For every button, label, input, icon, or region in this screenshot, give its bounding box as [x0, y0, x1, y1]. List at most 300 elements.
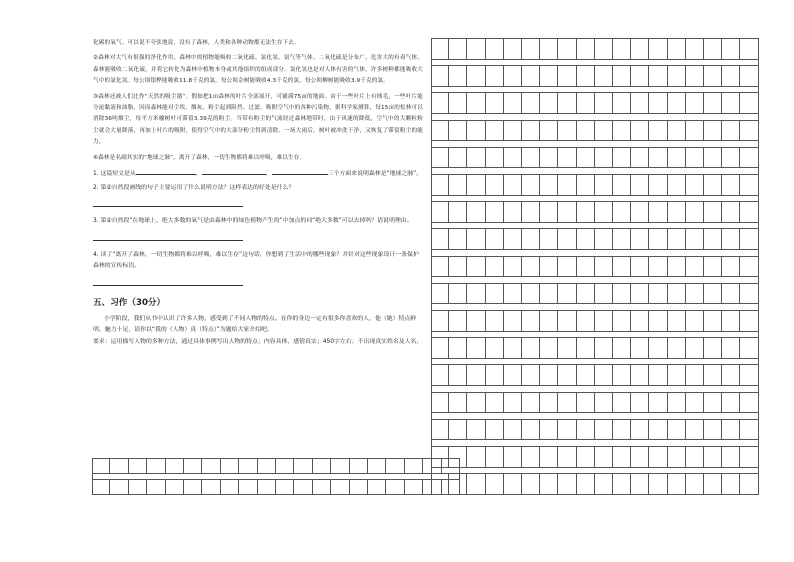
grid-cell[interactable] — [649, 92, 667, 114]
grid-cell[interactable] — [504, 174, 522, 196]
grid-cell[interactable] — [704, 228, 722, 250]
grid-cell[interactable] — [522, 310, 540, 332]
grid-cell[interactable] — [486, 392, 504, 414]
grid-cell[interactable] — [540, 473, 558, 495]
grid-cell[interactable] — [522, 65, 540, 87]
grid-cell[interactable] — [467, 283, 485, 305]
grid-cell[interactable] — [613, 147, 631, 169]
grid-cell[interactable] — [686, 337, 704, 359]
grid-cell[interactable] — [631, 65, 649, 87]
grid-cell[interactable] — [595, 419, 613, 441]
grid-cell[interactable] — [449, 392, 467, 414]
grid-cell[interactable] — [486, 38, 504, 60]
grid-cell[interactable] — [431, 392, 449, 414]
grid-cell[interactable] — [686, 92, 704, 114]
grid-cell[interactable] — [668, 201, 686, 223]
grid-cell[interactable] — [613, 228, 631, 250]
grid-cell[interactable] — [649, 38, 667, 60]
grid-cell[interactable] — [668, 228, 686, 250]
grid-cell[interactable] — [577, 392, 595, 414]
grid-cell[interactable] — [522, 256, 540, 278]
grid-cell[interactable] — [649, 120, 667, 142]
grid-cell[interactable] — [522, 392, 540, 414]
grid-cell[interactable] — [613, 201, 631, 223]
grid-cell[interactable] — [686, 419, 704, 441]
grid-cell[interactable] — [467, 228, 485, 250]
grid-cell[interactable] — [350, 479, 368, 495]
grid-cell[interactable] — [486, 65, 504, 87]
grid-cell[interactable] — [740, 337, 758, 359]
grid-cell[interactable] — [504, 473, 522, 495]
grid-cell[interactable] — [722, 228, 740, 250]
grid-cell[interactable] — [486, 201, 504, 223]
grid-cell[interactable] — [467, 392, 485, 414]
grid-cell[interactable] — [649, 174, 667, 196]
grid-cell[interactable] — [558, 256, 576, 278]
grid-cell[interactable] — [486, 283, 504, 305]
grid-cell[interactable] — [386, 479, 404, 495]
grid-cell[interactable] — [686, 310, 704, 332]
grid-cell[interactable] — [649, 310, 667, 332]
grid-cell[interactable] — [540, 38, 558, 60]
grid-cell[interactable] — [631, 201, 649, 223]
grid-cell[interactable] — [740, 147, 758, 169]
grid-cell[interactable] — [613, 446, 631, 468]
grid-cell[interactable] — [577, 419, 595, 441]
grid-cell[interactable] — [504, 419, 522, 441]
grid-cell[interactable] — [558, 392, 576, 414]
grid-cell[interactable] — [431, 337, 449, 359]
grid-cell[interactable] — [449, 147, 467, 169]
grid-cell[interactable] — [722, 364, 740, 386]
grid-cell[interactable] — [504, 337, 522, 359]
grid-cell[interactable] — [613, 283, 631, 305]
grid-cell[interactable] — [722, 473, 740, 495]
grid-cell[interactable] — [504, 310, 522, 332]
grid-cell[interactable] — [258, 479, 276, 495]
grid-cell[interactable] — [522, 419, 540, 441]
grid-cell[interactable] — [631, 364, 649, 386]
grid-cell[interactable] — [522, 38, 540, 60]
grid-cell[interactable] — [129, 479, 147, 495]
grid-cell[interactable] — [668, 283, 686, 305]
grid-cell[interactable] — [577, 446, 595, 468]
grid-cell[interactable] — [431, 38, 449, 60]
answer-line-3[interactable] — [93, 240, 243, 241]
grid-cell[interactable] — [740, 174, 758, 196]
grid-cell[interactable] — [704, 65, 722, 87]
grid-cell[interactable] — [595, 147, 613, 169]
grid-cell[interactable] — [631, 392, 649, 414]
grid-cell[interactable] — [740, 446, 758, 468]
grid-cell[interactable] — [722, 65, 740, 87]
grid-cell[interactable] — [129, 458, 147, 474]
grid-cell[interactable] — [595, 65, 613, 87]
grid-cell[interactable] — [467, 201, 485, 223]
grid-cell[interactable] — [504, 256, 522, 278]
grid-cell[interactable] — [558, 364, 576, 386]
grid-cell[interactable] — [595, 446, 613, 468]
grid-cell[interactable] — [631, 419, 649, 441]
grid-cell[interactable] — [668, 256, 686, 278]
grid-cell[interactable] — [92, 479, 110, 495]
grid-cell[interactable] — [504, 392, 522, 414]
grid-cell[interactable] — [577, 120, 595, 142]
grid-cell[interactable] — [686, 174, 704, 196]
grid-cell[interactable] — [294, 479, 312, 495]
grid-cell[interactable] — [449, 310, 467, 332]
grid-cell[interactable] — [558, 419, 576, 441]
grid-cell[interactable] — [613, 174, 631, 196]
grid-cell[interactable] — [540, 92, 558, 114]
grid-cell[interactable] — [110, 458, 128, 474]
grid-cell[interactable] — [631, 228, 649, 250]
grid-cell[interactable] — [449, 201, 467, 223]
grid-cell[interactable] — [221, 458, 239, 474]
grid-cell[interactable] — [649, 473, 667, 495]
grid-cell[interactable] — [722, 446, 740, 468]
grid-cell[interactable] — [577, 310, 595, 332]
grid-cell[interactable] — [522, 201, 540, 223]
grid-cell[interactable] — [431, 283, 449, 305]
grid-cell[interactable] — [442, 479, 460, 495]
grid-cell[interactable] — [486, 92, 504, 114]
grid-cell[interactable] — [431, 65, 449, 87]
answer-line-4[interactable] — [93, 285, 243, 286]
grid-cell[interactable] — [504, 38, 522, 60]
grid-cell[interactable] — [704, 174, 722, 196]
grid-cell[interactable] — [649, 364, 667, 386]
grid-cell[interactable] — [686, 283, 704, 305]
grid-cell[interactable] — [166, 479, 184, 495]
grid-cell[interactable] — [722, 419, 740, 441]
grid-cell[interactable] — [558, 174, 576, 196]
grid-cell[interactable] — [595, 92, 613, 114]
grid-cell[interactable] — [631, 283, 649, 305]
grid-cell[interactable] — [504, 201, 522, 223]
grid-cell[interactable] — [595, 120, 613, 142]
grid-cell[interactable] — [504, 92, 522, 114]
grid-cell[interactable] — [467, 337, 485, 359]
grid-cell[interactable] — [668, 364, 686, 386]
grid-cell[interactable] — [258, 458, 276, 474]
grid-cell[interactable] — [449, 65, 467, 87]
grid-cell[interactable] — [405, 479, 423, 495]
grid-cell[interactable] — [595, 283, 613, 305]
grid-cell[interactable] — [331, 458, 349, 474]
grid-cell[interactable] — [595, 392, 613, 414]
grid-cell[interactable] — [704, 256, 722, 278]
grid-cell[interactable] — [276, 479, 294, 495]
answer-blank-1c[interactable] — [272, 168, 328, 175]
grid-cell[interactable] — [722, 120, 740, 142]
grid-cell[interactable] — [704, 147, 722, 169]
grid-cell[interactable] — [722, 174, 740, 196]
grid-cell[interactable] — [649, 337, 667, 359]
grid-cell[interactable] — [577, 38, 595, 60]
grid-cell[interactable] — [577, 364, 595, 386]
grid-cell[interactable] — [486, 174, 504, 196]
grid-cell[interactable] — [704, 38, 722, 60]
grid-cell[interactable] — [686, 228, 704, 250]
composition-grid-bottom[interactable] — [92, 458, 460, 503]
grid-cell[interactable] — [704, 120, 722, 142]
grid-cell[interactable] — [668, 65, 686, 87]
grid-cell[interactable] — [722, 310, 740, 332]
grid-cell[interactable] — [522, 473, 540, 495]
grid-cell[interactable] — [522, 446, 540, 468]
grid-cell[interactable] — [239, 458, 257, 474]
grid-cell[interactable] — [449, 364, 467, 386]
grid-cell[interactable] — [668, 310, 686, 332]
grid-cell[interactable] — [442, 458, 460, 474]
grid-cell[interactable] — [540, 147, 558, 169]
grid-cell[interactable] — [449, 256, 467, 278]
grid-cell[interactable] — [613, 256, 631, 278]
grid-cell[interactable] — [449, 283, 467, 305]
grid-cell[interactable] — [595, 473, 613, 495]
grid-cell[interactable] — [350, 458, 368, 474]
grid-cell[interactable] — [166, 458, 184, 474]
grid-cell[interactable] — [649, 283, 667, 305]
grid-cell[interactable] — [431, 228, 449, 250]
grid-cell[interactable] — [722, 92, 740, 114]
grid-cell[interactable] — [467, 65, 485, 87]
grid-cell[interactable] — [467, 147, 485, 169]
grid-cell[interactable] — [467, 174, 485, 196]
grid-cell[interactable] — [595, 364, 613, 386]
grid-cell[interactable] — [540, 228, 558, 250]
grid-cell[interactable] — [668, 392, 686, 414]
grid-cell[interactable] — [449, 337, 467, 359]
grid-cell[interactable] — [686, 364, 704, 386]
grid-cell[interactable] — [631, 38, 649, 60]
grid-cell[interactable] — [558, 120, 576, 142]
grid-cell[interactable] — [504, 147, 522, 169]
grid-cell[interactable] — [294, 458, 312, 474]
grid-cell[interactable] — [595, 201, 613, 223]
grid-cell[interactable] — [668, 337, 686, 359]
grid-cell[interactable] — [467, 446, 485, 468]
grid-cell[interactable] — [467, 364, 485, 386]
grid-cell[interactable] — [467, 419, 485, 441]
grid-cell[interactable] — [686, 120, 704, 142]
grid-cell[interactable] — [722, 147, 740, 169]
grid-cell[interactable] — [239, 479, 257, 495]
grid-cell[interactable] — [486, 337, 504, 359]
answer-blank-1b[interactable] — [202, 168, 266, 175]
answer-blank-1a[interactable] — [136, 168, 196, 175]
grid-cell[interactable] — [540, 419, 558, 441]
grid-cell[interactable] — [486, 147, 504, 169]
grid-cell[interactable] — [558, 92, 576, 114]
grid-cell[interactable] — [686, 473, 704, 495]
grid-cell[interactable] — [202, 479, 220, 495]
grid-cell[interactable] — [467, 256, 485, 278]
answer-line-2[interactable] — [93, 206, 243, 207]
grid-cell[interactable] — [202, 458, 220, 474]
grid-cell[interactable] — [649, 419, 667, 441]
grid-cell[interactable] — [722, 392, 740, 414]
grid-cell[interactable] — [449, 120, 467, 142]
grid-cell[interactable] — [631, 174, 649, 196]
grid-cell[interactable] — [558, 228, 576, 250]
grid-cell[interactable] — [704, 392, 722, 414]
grid-cell[interactable] — [184, 458, 202, 474]
grid-cell[interactable] — [595, 174, 613, 196]
grid-cell[interactable] — [631, 337, 649, 359]
grid-cell[interactable] — [467, 120, 485, 142]
grid-cell[interactable] — [431, 256, 449, 278]
grid-cell[interactable] — [740, 228, 758, 250]
grid-cell[interactable] — [704, 283, 722, 305]
grid-cell[interactable] — [431, 364, 449, 386]
grid-cell[interactable] — [577, 256, 595, 278]
grid-cell[interactable] — [558, 147, 576, 169]
grid-cell[interactable] — [504, 65, 522, 87]
grid-cell[interactable] — [540, 283, 558, 305]
grid-cell[interactable] — [577, 283, 595, 305]
grid-cell[interactable] — [558, 201, 576, 223]
grid-cell[interactable] — [740, 38, 758, 60]
grid-cell[interactable] — [522, 92, 540, 114]
grid-cell[interactable] — [522, 120, 540, 142]
grid-cell[interactable] — [540, 120, 558, 142]
grid-cell[interactable] — [577, 473, 595, 495]
grid-cell[interactable] — [504, 283, 522, 305]
grid-cell[interactable] — [504, 120, 522, 142]
grid-cell[interactable] — [522, 364, 540, 386]
grid-cell[interactable] — [649, 256, 667, 278]
grid-cell[interactable] — [649, 228, 667, 250]
grid-cell[interactable] — [613, 92, 631, 114]
grid-cell[interactable] — [467, 92, 485, 114]
grid-cell[interactable] — [631, 473, 649, 495]
grid-cell[interactable] — [668, 419, 686, 441]
grid-cell[interactable] — [740, 473, 758, 495]
grid-cell[interactable] — [722, 337, 740, 359]
grid-cell[interactable] — [540, 446, 558, 468]
grid-cell[interactable] — [613, 65, 631, 87]
grid-cell[interactable] — [577, 65, 595, 87]
grid-cell[interactable] — [558, 310, 576, 332]
grid-cell[interactable] — [704, 364, 722, 386]
grid-cell[interactable] — [686, 446, 704, 468]
grid-cell[interactable] — [558, 38, 576, 60]
grid-cell[interactable] — [704, 201, 722, 223]
grid-cell[interactable] — [313, 479, 331, 495]
grid-cell[interactable] — [449, 419, 467, 441]
grid-cell[interactable] — [368, 479, 386, 495]
grid-cell[interactable] — [486, 228, 504, 250]
grid-cell[interactable] — [577, 147, 595, 169]
grid-cell[interactable] — [449, 228, 467, 250]
grid-cell[interactable] — [577, 92, 595, 114]
grid-cell[interactable] — [368, 458, 386, 474]
composition-grid-right[interactable] — [431, 38, 759, 503]
grid-cell[interactable] — [704, 419, 722, 441]
grid-cell[interactable] — [486, 419, 504, 441]
grid-cell[interactable] — [540, 337, 558, 359]
grid-cell[interactable] — [704, 337, 722, 359]
grid-cell[interactable] — [386, 458, 404, 474]
grid-cell[interactable] — [431, 147, 449, 169]
grid-cell[interactable] — [740, 364, 758, 386]
grid-cell[interactable] — [486, 256, 504, 278]
grid-cell[interactable] — [613, 310, 631, 332]
grid-cell[interactable] — [423, 458, 441, 474]
grid-cell[interactable] — [740, 92, 758, 114]
grid-cell[interactable] — [486, 473, 504, 495]
grid-cell[interactable] — [704, 92, 722, 114]
grid-cell[interactable] — [722, 201, 740, 223]
grid-cell[interactable] — [649, 65, 667, 87]
grid-cell[interactable] — [540, 256, 558, 278]
grid-cell[interactable] — [147, 479, 165, 495]
grid-cell[interactable] — [631, 147, 649, 169]
grid-cell[interactable] — [423, 479, 441, 495]
grid-cell[interactable] — [686, 392, 704, 414]
grid-cell[interactable] — [558, 283, 576, 305]
grid-cell[interactable] — [449, 38, 467, 60]
grid-cell[interactable] — [558, 446, 576, 468]
grid-cell[interactable] — [313, 458, 331, 474]
grid-cell[interactable] — [595, 228, 613, 250]
grid-cell[interactable] — [486, 120, 504, 142]
grid-cell[interactable] — [613, 364, 631, 386]
grid-cell[interactable] — [722, 283, 740, 305]
grid-cell[interactable] — [740, 256, 758, 278]
grid-cell[interactable] — [540, 201, 558, 223]
grid-cell[interactable] — [613, 337, 631, 359]
grid-cell[interactable] — [540, 65, 558, 87]
grid-cell[interactable] — [577, 337, 595, 359]
grid-cell[interactable] — [704, 473, 722, 495]
grid-cell[interactable] — [631, 446, 649, 468]
grid-cell[interactable] — [331, 479, 349, 495]
grid-cell[interactable] — [486, 446, 504, 468]
grid-cell[interactable] — [668, 174, 686, 196]
grid-cell[interactable] — [558, 65, 576, 87]
grid-cell[interactable] — [276, 458, 294, 474]
grid-cell[interactable] — [522, 174, 540, 196]
grid-cell[interactable] — [649, 201, 667, 223]
grid-cell[interactable] — [613, 473, 631, 495]
grid-cell[interactable] — [595, 256, 613, 278]
grid-cell[interactable] — [431, 120, 449, 142]
grid-cell[interactable] — [577, 201, 595, 223]
grid-cell[interactable] — [740, 419, 758, 441]
grid-cell[interactable] — [522, 228, 540, 250]
grid-cell[interactable] — [686, 38, 704, 60]
grid-cell[interactable] — [577, 228, 595, 250]
grid-cell[interactable] — [540, 364, 558, 386]
grid-cell[interactable] — [449, 92, 467, 114]
grid-cell[interactable] — [467, 310, 485, 332]
grid-cell[interactable] — [558, 337, 576, 359]
grid-cell[interactable] — [631, 310, 649, 332]
grid-cell[interactable] — [504, 364, 522, 386]
grid-cell[interactable] — [631, 120, 649, 142]
grid-cell[interactable] — [613, 38, 631, 60]
grid-cell[interactable] — [740, 283, 758, 305]
grid-cell[interactable] — [686, 65, 704, 87]
grid-cell[interactable] — [740, 201, 758, 223]
grid-cell[interactable] — [704, 446, 722, 468]
grid-cell[interactable] — [147, 458, 165, 474]
grid-cell[interactable] — [595, 38, 613, 60]
grid-cell[interactable] — [668, 92, 686, 114]
